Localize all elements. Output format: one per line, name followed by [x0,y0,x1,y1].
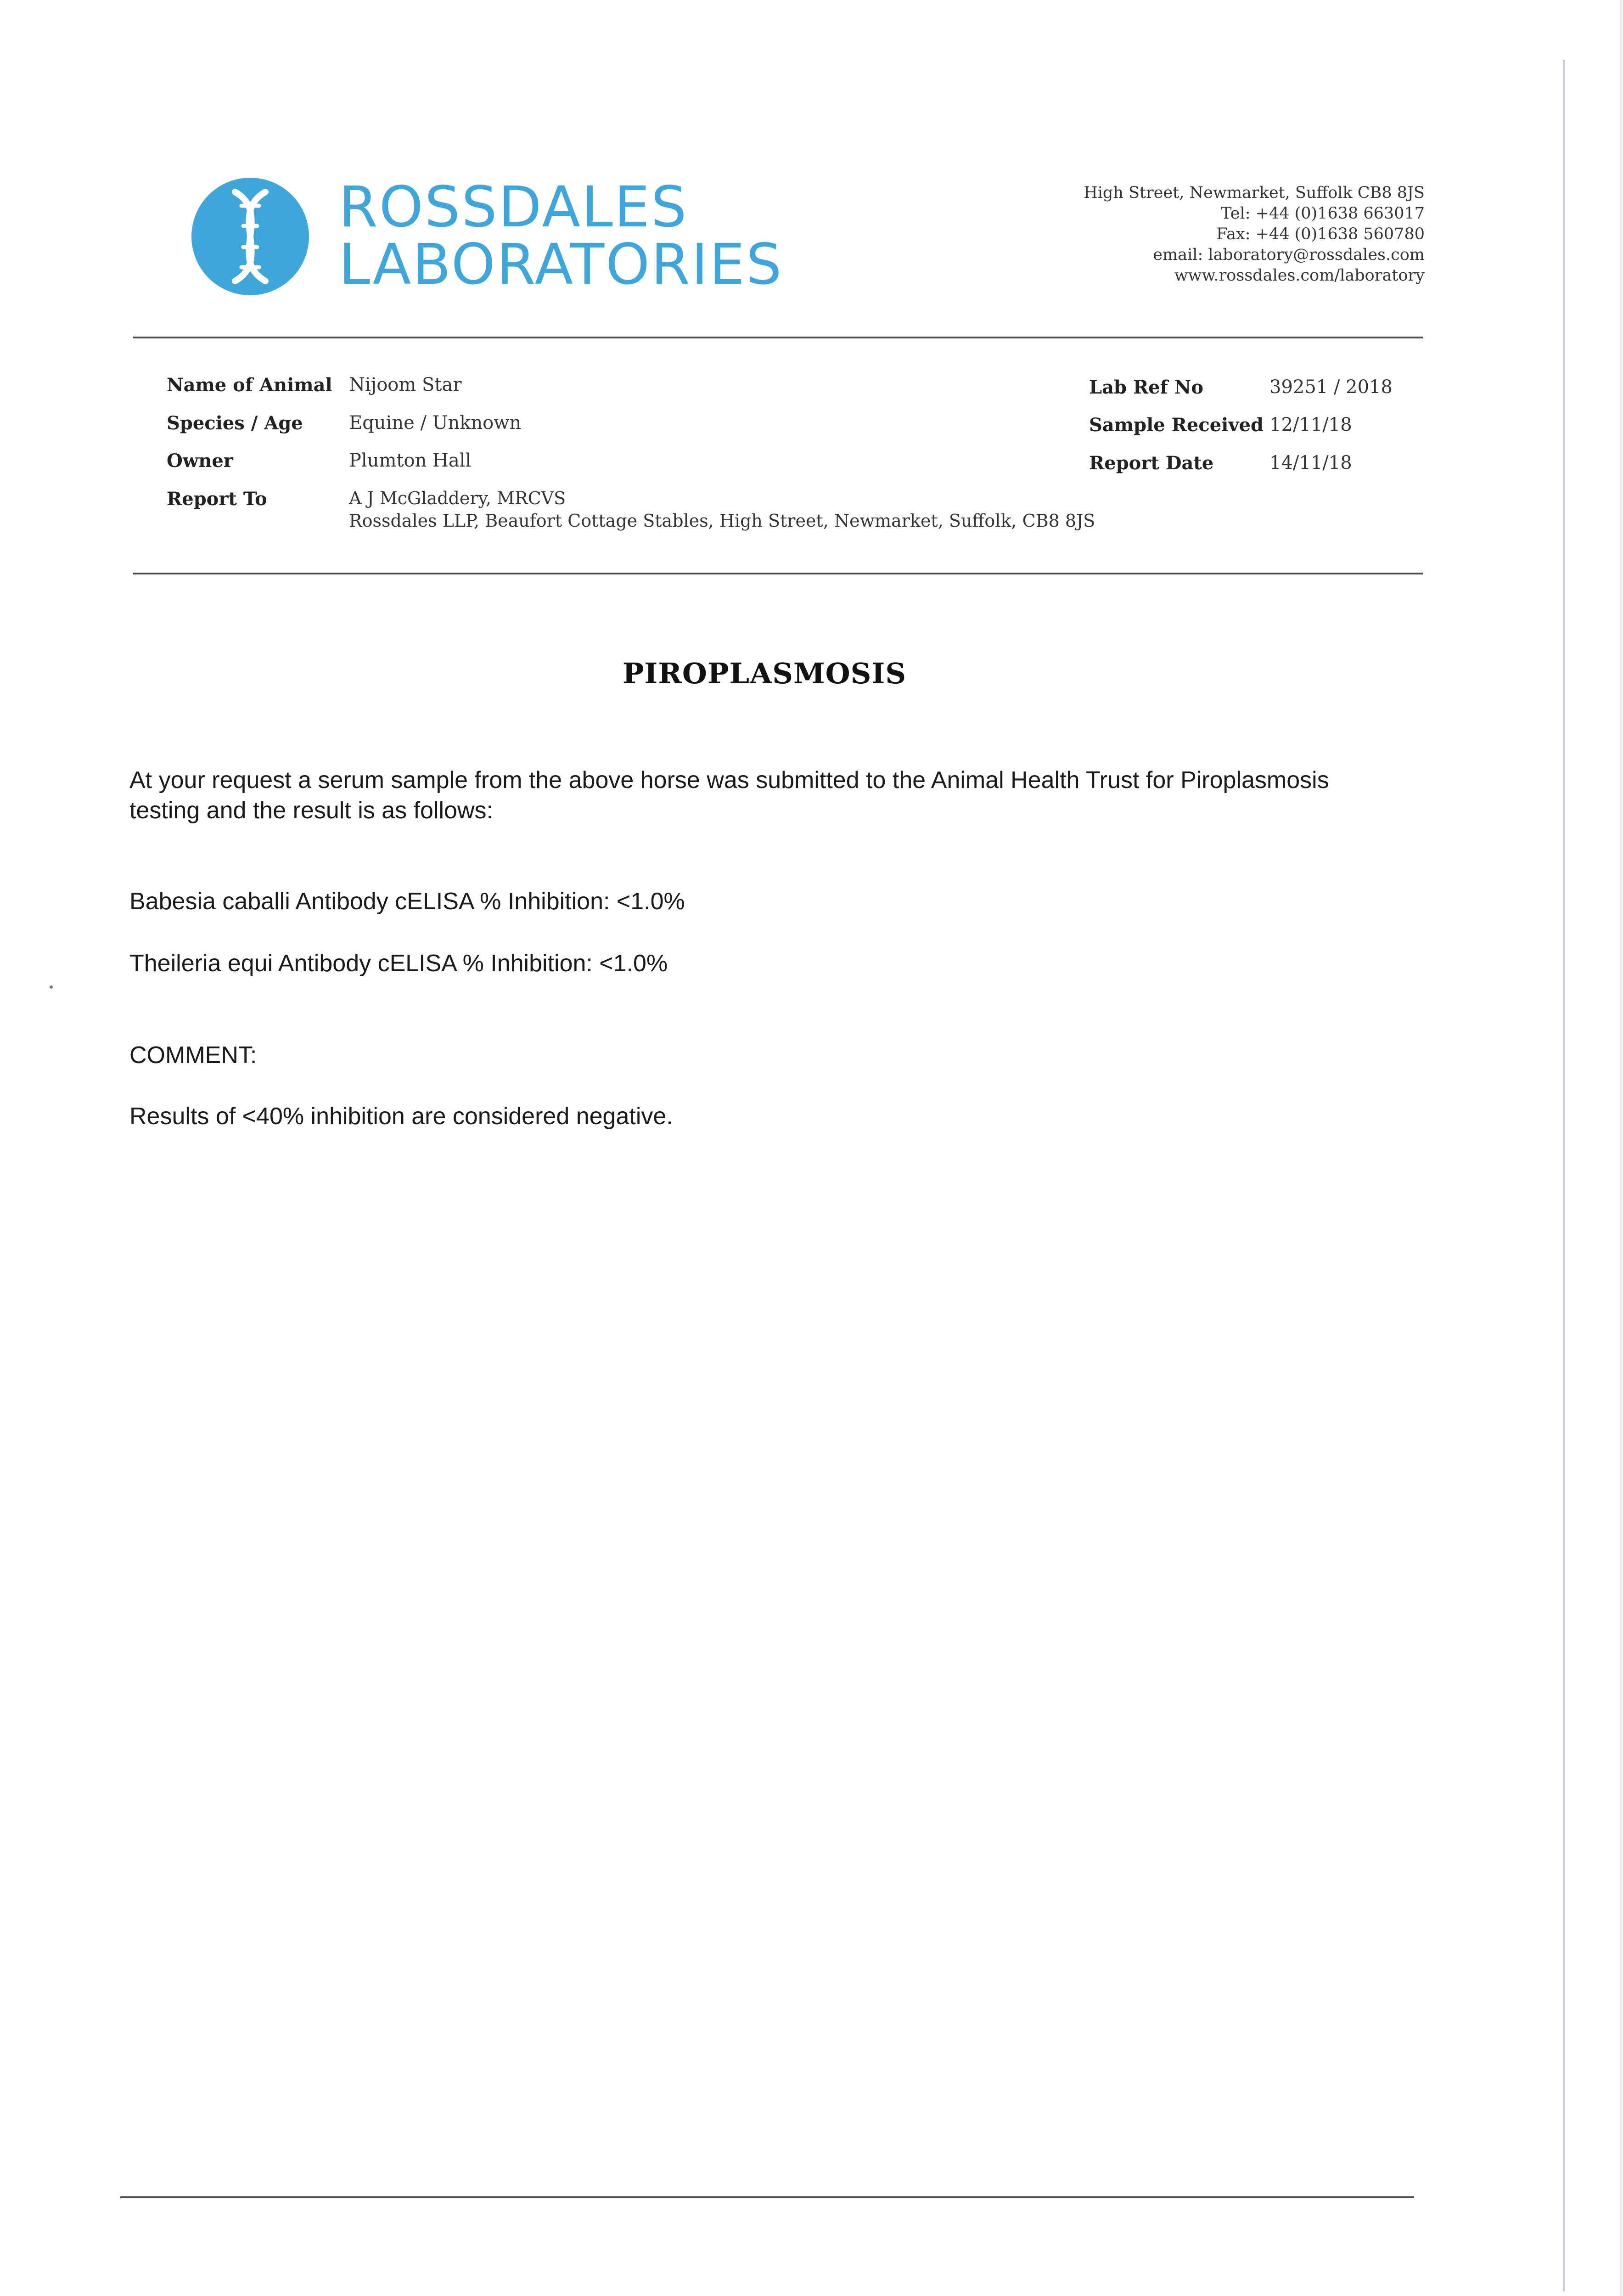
sample-received-value: 12/11/18 [1269,414,1352,435]
lab-address-block [1084,183,1425,286]
report-to-label: Report To [167,488,267,510]
lab-ref-value: 39251 / 2018 [1269,377,1393,398]
species-age-value: Equine / Unknown [349,412,522,433]
owner-value: Plumton Hall [349,450,472,471]
species-age-label: Species / Age [167,412,303,434]
address-tel: Tel: +44 (0)1638 663017 [1221,204,1425,223]
info-divider [133,573,1423,574]
result-babesia: Babesia caballi Antibody cELISA % Inhibition: <1.0% [129,888,685,915]
scan-edge-line [1563,60,1565,2291]
lab-name-line1: ROSSDALES [339,174,688,240]
report-date-value: 14/11/18 [1269,452,1352,473]
report-to-name: A J McGladdery, MRCVS [349,488,566,508]
address-fax: Fax: +44 (0)1638 560780 [1216,225,1425,243]
report-title: PIROPLASMOSIS [622,657,907,690]
address-street: High Street, Newmarket, Suffolk CB8 8JS [1084,184,1425,202]
dna-helix-icon [184,170,317,303]
footer-divider [120,2196,1414,2198]
scan-edge-line-outer [1620,0,1622,2296]
lab-ref-label: Lab Ref No [1089,377,1204,398]
address-email: email: laboratory@rossdales.com [1153,246,1425,264]
scan-speck [50,985,53,989]
name-of-animal-value: Nijoom Star [349,374,462,395]
header-divider [133,337,1423,338]
result-theileria: Theileria equi Antibody cELISA % Inhibition: <1.0% [129,950,668,977]
intro-line-1: At your request a serum sample from the above horse was submitted to the Animal Health Trust for Piroplasmosis [129,767,1329,793]
comment-label: COMMENT: [129,1042,257,1069]
logo [184,170,317,303]
owner-label: Owner [167,450,233,472]
lab-name-line2: LABORATORIES [339,232,783,297]
comment-text: Results of <40% inhibition are considered negative. [129,1103,673,1130]
sample-received-label: Sample Received [1089,414,1264,436]
intro-line-2: testing and the result is as follows: [129,797,493,824]
address-web: www.rossdales.com/laboratory [1174,266,1425,285]
name-of-animal-label: Name of Animal [167,374,332,396]
report-date-label: Report Date [1089,452,1214,474]
report-to-address: Rossdales LLP, Beaufort Cottage Stables, High Street, Newmarket, Suffolk, CB8 8JS [349,511,1095,531]
